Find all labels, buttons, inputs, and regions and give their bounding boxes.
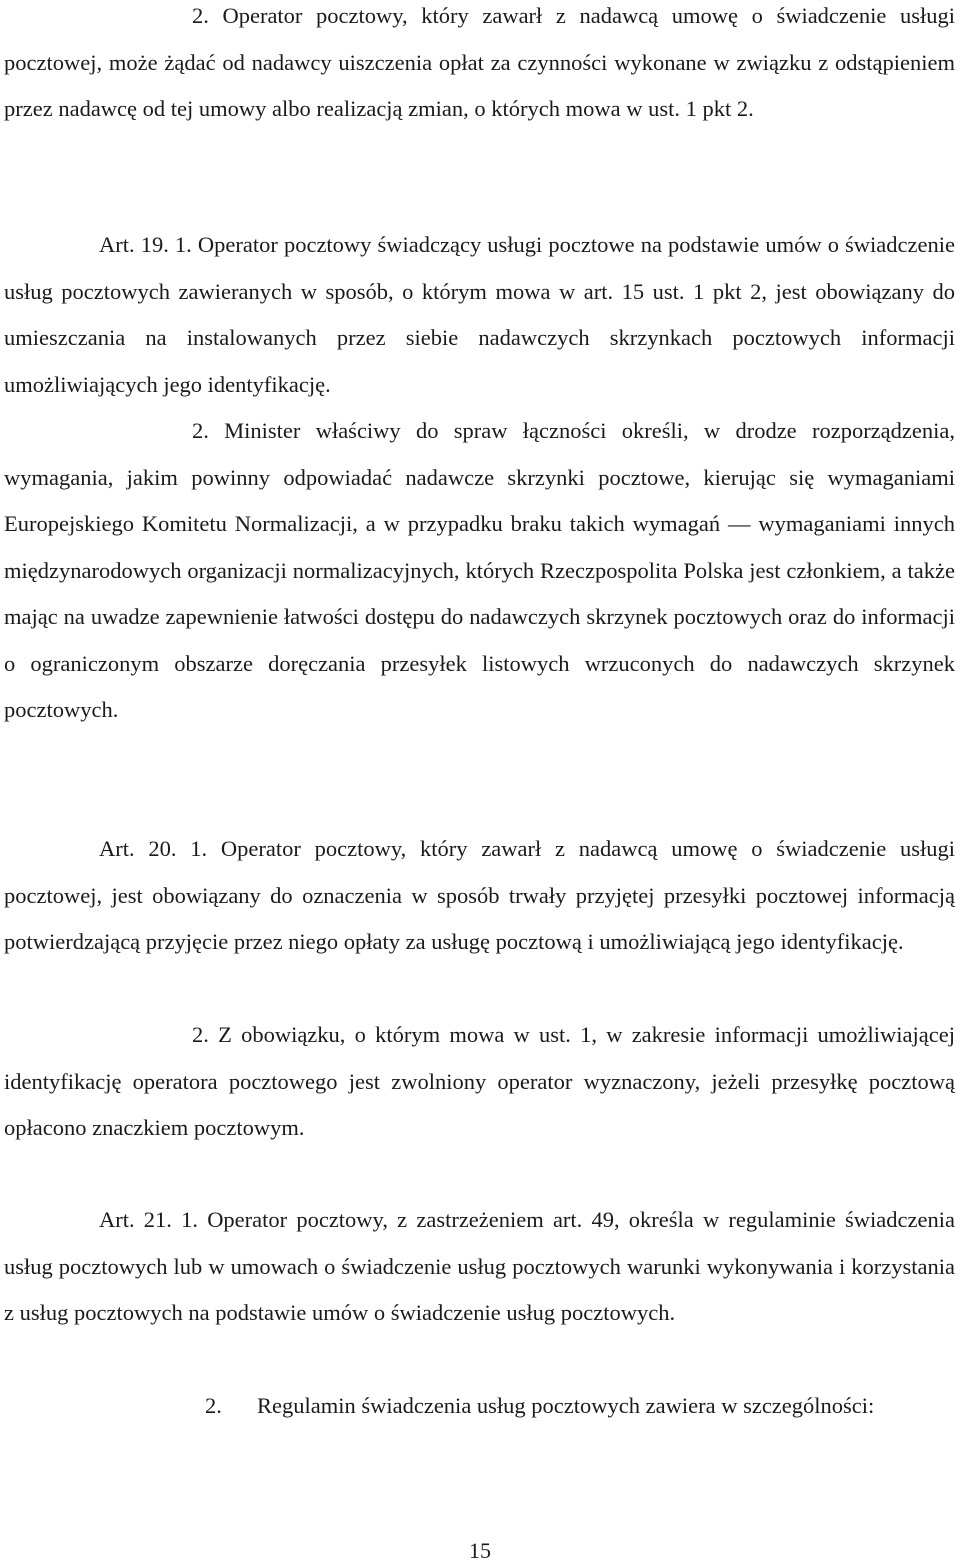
paragraph-art18-ust2: 2. Operator pocztowy, który zawarł z nadawcą umowę o świadczenie usługi pocztowej, może żądać od nadawcy uiszczenia opłat za czynności wykonane w związku z odstąpieniem przez nadawcę od tej umowy albo realizacją zmian, o których mowa w ust. 1 pkt 2.: [4, 3, 955, 121]
paragraph-art21-ust1: Art. 21. 1. Operator pocztowy, z zastrzeżeniem art. 49, określa w regulaminie świadczenia usług pocztowych lub w umowach o świadczenie usług pocztowych warunki wykonywania i korzystania z usług pocztowych na podstawie umów o świadczenie usług pocztowych.: [4, 1207, 955, 1325]
paragraph-art21-ust2: [205, 1383, 955, 1430]
paragraph-art20-ust2: 2. Z obowiązku, o którym mowa w ust. 1, w zakresie informacji umożliwiającej identyfikację operatora pocztowego jest zwolniony operator wyznaczony, jeżeli przesyłkę pocztową opłacono znaczkiem pocztowym.: [4, 1022, 955, 1140]
page-number: 15: [469, 1538, 491, 1563]
paragraph-art20-ust1: Art. 20. 1. Operator pocztowy, który zawarł z nadawcą umowę o świadczenie usługi pocztowej, jest obowiązany do oznaczenia w sposób trwały przyjętej przesyłki pocztowej informacją potwierdzającą przyjęcie przez niego opłaty za usługę pocztową i umożliwiającą jego identyfikację.: [4, 836, 955, 954]
list-item-text: Regulamin świadczenia usług pocztowych zawiera w szczególności:: [257, 1393, 875, 1418]
paragraph-art19-ust2: 2. Minister właściwy do spraw łączności określi, w drodze rozporządzenia, wymagania, jakim powinny odpowiadać nadawcze skrzynki pocztowe, kierując się wymaganiami Europejskiego Komitetu Normalizacji, a w przypadku braku takich wymagań — wymaganiami innych międzynarodowych organizacji normalizacyjnych, których Rzeczpospolita Polska jest członkiem, a także mając na uwadze zapewnienie łatwości dostępu do nadawczych skrzynek pocztowych oraz do informacji o ograniczonym obszarze doręczania przesyłek listowych wrzuconych do nadawczych skrzynek pocztowych.: [4, 418, 955, 722]
paragraph-art19-ust1: Art. 19. 1. Operator pocztowy świadczący usługi pocztowe na podstawie umów o świadczenie usług pocztowych zawieranych w sposób, o którym mowa w art. 15 ust. 1 pkt 2, jest obowiązany do umieszczania na instalowanych przez siebie nadawczych skrzynkach pocztowych informacji umożliwiających jego identyfikację.: [4, 232, 955, 397]
list-item-number: 2.: [205, 1393, 222, 1418]
